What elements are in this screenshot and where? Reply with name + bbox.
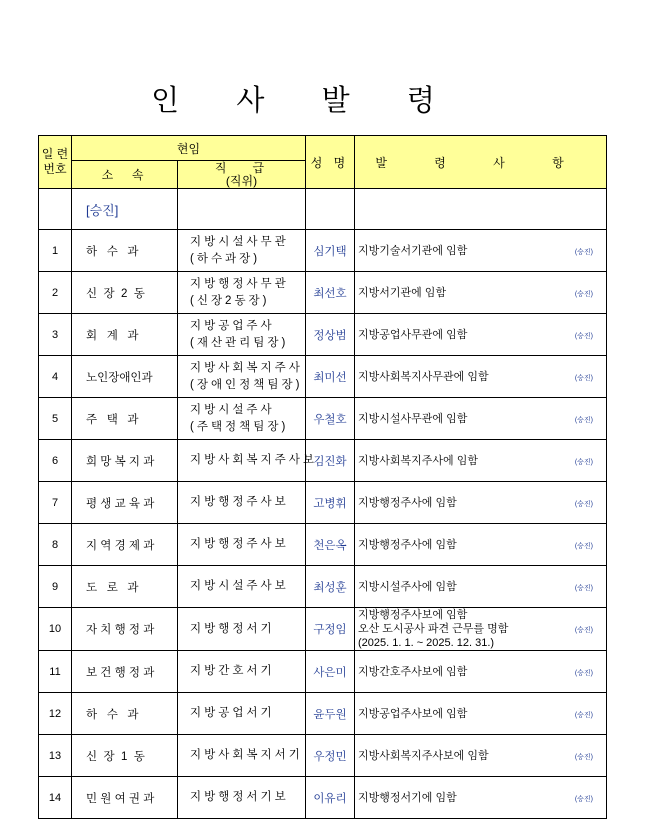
header-serial: [39, 136, 72, 189]
row-serial: 11: [39, 651, 72, 693]
table-row: [39, 524, 607, 566]
promotion-tag: (승진): [574, 500, 593, 508]
order-line: 지방간호주사보에 임함: [358, 665, 468, 678]
row-order: [355, 440, 607, 482]
header-rank: [178, 161, 306, 189]
row-serial: 9: [39, 566, 72, 608]
row-rank: [178, 566, 306, 608]
row-rank: [178, 482, 306, 524]
rank-line: (하수과장): [190, 252, 261, 265]
row-order: [355, 608, 607, 651]
rank-line: 지방간호서기: [190, 665, 275, 677]
header-dept-label: 소 속: [101, 168, 148, 182]
rank-line: 지방행정서기보: [190, 791, 289, 803]
row-dept: 도 로 과: [72, 566, 178, 608]
row-name: 이유리: [306, 777, 355, 819]
header-rank-label: 직 급: [214, 160, 269, 175]
order-line: 지방서기관에 임함: [358, 286, 447, 299]
promotion-tag: (승진): [574, 332, 593, 340]
row-name: 심기택: [306, 230, 355, 272]
promotion-tag: (승진): [574, 753, 593, 761]
rank-line: (주택정책팀장): [190, 420, 289, 433]
order-line: 지방시설주사에 임함: [358, 580, 457, 593]
table-row: [39, 440, 607, 482]
row-serial: 14: [39, 777, 72, 819]
row-serial: 2: [39, 272, 72, 314]
promotion-tag: (승진): [574, 584, 593, 592]
order-line: 오산 도시공사 파견 근무를 명함: [358, 623, 509, 635]
row-order: [355, 566, 607, 608]
row-dept: 평 생 교 육 과: [72, 482, 178, 524]
header-order: [355, 136, 607, 189]
section-label: [승진]: [72, 189, 178, 230]
row-name: 최미선: [306, 356, 355, 398]
rank-line: 지방사회복지주사보: [190, 454, 317, 466]
rank-line: (재산관리팀장): [190, 336, 289, 349]
promotion-tag: (승진): [574, 458, 593, 466]
row-serial: 12: [39, 693, 72, 735]
rank-line: 지방사회복지서기: [190, 749, 303, 761]
table-row: [39, 356, 607, 398]
promotion-tag: (승진): [574, 795, 593, 803]
header-rank-sub: (직위): [225, 173, 258, 188]
row-dept: 신 장 1 동: [72, 735, 178, 777]
row-rank: [178, 651, 306, 693]
order-line: 지방사회복지사무관에 임함: [358, 370, 489, 383]
row-order: [355, 524, 607, 566]
row-order: [355, 735, 607, 777]
promotion-tag: (승진): [574, 374, 593, 382]
row-order: [355, 398, 607, 440]
row-rank: [178, 356, 306, 398]
page-title: 인 사 발 령: [151, 83, 459, 117]
row-order: [355, 482, 607, 524]
rank-line: 지방행정서기: [190, 622, 275, 635]
row-name: 최선호: [306, 272, 355, 314]
promotion-tag: (승진): [574, 542, 593, 550]
order-line: 지방기술서기관에 임함: [358, 244, 468, 257]
row-name: 최성훈: [306, 566, 355, 608]
row-name: 우정민: [306, 735, 355, 777]
row-dept: 자 치 행 정 과: [72, 608, 178, 651]
row-serial: 4: [39, 356, 72, 398]
header-order-label: 발 령 사 항: [375, 155, 586, 170]
order-line: 지방공업주사보에 임함: [358, 707, 468, 720]
table-row: [39, 230, 607, 272]
rank-line: 지방행정주사보: [190, 496, 289, 508]
order-line: 지방공업사무관에 임함: [358, 328, 468, 341]
rank-line: 지방공업주사: [190, 319, 275, 332]
table-row: [39, 608, 607, 651]
order-line: 지방시설사무관에 임함: [358, 412, 468, 425]
order-line: 지방행정주사보에 임함: [358, 609, 468, 621]
header-current: [72, 136, 306, 161]
rank-line: 지방공업서기: [190, 707, 275, 719]
order-line: 지방행정주사에 임함: [358, 538, 457, 551]
row-name: 구정임: [306, 608, 355, 651]
table-row: [39, 735, 607, 777]
row-name: 고병휘: [306, 482, 355, 524]
promotion-tag: (승진): [574, 416, 593, 424]
row-order: [355, 777, 607, 819]
rank-line: (장애인정책팀장): [190, 378, 303, 391]
order-line: 지방행정서기에 임함: [358, 791, 457, 804]
promotion-tag: (승진): [574, 627, 593, 634]
rank-line: (신장2동장): [190, 294, 270, 307]
personnel-table: [38, 135, 607, 819]
row-serial: 1: [39, 230, 72, 272]
row-name: 우철호: [306, 398, 355, 440]
table-row: [39, 314, 607, 356]
row-rank: [178, 440, 317, 482]
order-line: 지방사회복지주사에 임함: [358, 454, 478, 467]
table-row: [39, 777, 607, 819]
row-serial: 13: [39, 735, 72, 777]
row-dept: 하 수 과: [72, 230, 178, 272]
row-name: 천은옥: [306, 524, 355, 566]
row-serial: 3: [39, 314, 72, 356]
row-rank: [178, 524, 306, 566]
row-order: [355, 693, 607, 735]
row-rank: [178, 693, 306, 735]
header-serial-label: 일 련 번호: [41, 147, 69, 176]
table-row: [39, 398, 607, 440]
rank-line: 지방시설사무관: [190, 235, 289, 248]
row-rank: [178, 398, 306, 440]
row-name: 윤두원: [306, 693, 355, 735]
promotion-tag: (승진): [574, 248, 593, 256]
promotion-tag: (승진): [574, 669, 593, 677]
order-line: (2025. 1. 1. ~ 2025. 12. 31.): [358, 637, 495, 649]
row-rank: [178, 230, 306, 272]
row-dept: 주 택 과: [72, 398, 178, 440]
row-name: 정상범: [306, 314, 355, 356]
header-dept: [72, 161, 178, 189]
table-row: [39, 651, 607, 693]
header-current-label: 현임: [176, 141, 201, 156]
row-serial: 10: [39, 608, 72, 651]
row-name: 사은미: [306, 651, 355, 693]
row-serial: 7: [39, 482, 72, 524]
row-name: 김진화: [306, 440, 355, 482]
row-dept: 회 계 과: [72, 314, 178, 356]
row-rank: [178, 272, 306, 314]
table-row: [39, 482, 607, 524]
row-rank: [178, 608, 306, 651]
row-serial: 6: [39, 440, 72, 482]
row-dept: 희 망 복 지 과: [72, 440, 178, 482]
row-rank: [178, 314, 306, 356]
row-order: [355, 314, 607, 356]
rank-line: 지방사회복지주사: [190, 361, 303, 374]
header-name: [306, 136, 355, 189]
order-line: 지방사회복지주사보에 임함: [358, 749, 489, 762]
table-row: [39, 272, 607, 314]
row-dept: 보 건 행 정 과: [72, 651, 178, 693]
row-serial: 8: [39, 524, 72, 566]
row-dept: 지 역 경 제 과: [72, 524, 178, 566]
rank-line: 지방행정사무관: [190, 277, 289, 290]
table-row: [39, 693, 607, 735]
row-order: [355, 651, 607, 693]
row-order: [355, 230, 607, 272]
promotion-tag: (승진): [574, 290, 593, 298]
table-row: [39, 566, 607, 608]
rank-line: 지방시설주사: [190, 403, 275, 416]
row-dept: 민 원 여 권 과: [72, 777, 178, 819]
row-dept: 노인장애인과: [72, 356, 178, 398]
row-serial: 5: [39, 398, 72, 440]
promotion-tag: (승진): [574, 711, 593, 719]
row-order: [355, 272, 607, 314]
row-order: [355, 356, 607, 398]
order-line: 지방행정주사에 임함: [358, 496, 457, 509]
row-rank: [178, 735, 306, 777]
header-name-label: 성 명: [310, 155, 350, 170]
section-row: [39, 189, 607, 230]
row-dept: 하 수 과: [72, 693, 178, 735]
row-rank: [178, 777, 306, 819]
row-dept: 신 장 2 동: [72, 272, 178, 314]
rank-line: 지방시설주사보: [190, 580, 289, 592]
rank-line: 지방행정주사보: [190, 538, 289, 550]
